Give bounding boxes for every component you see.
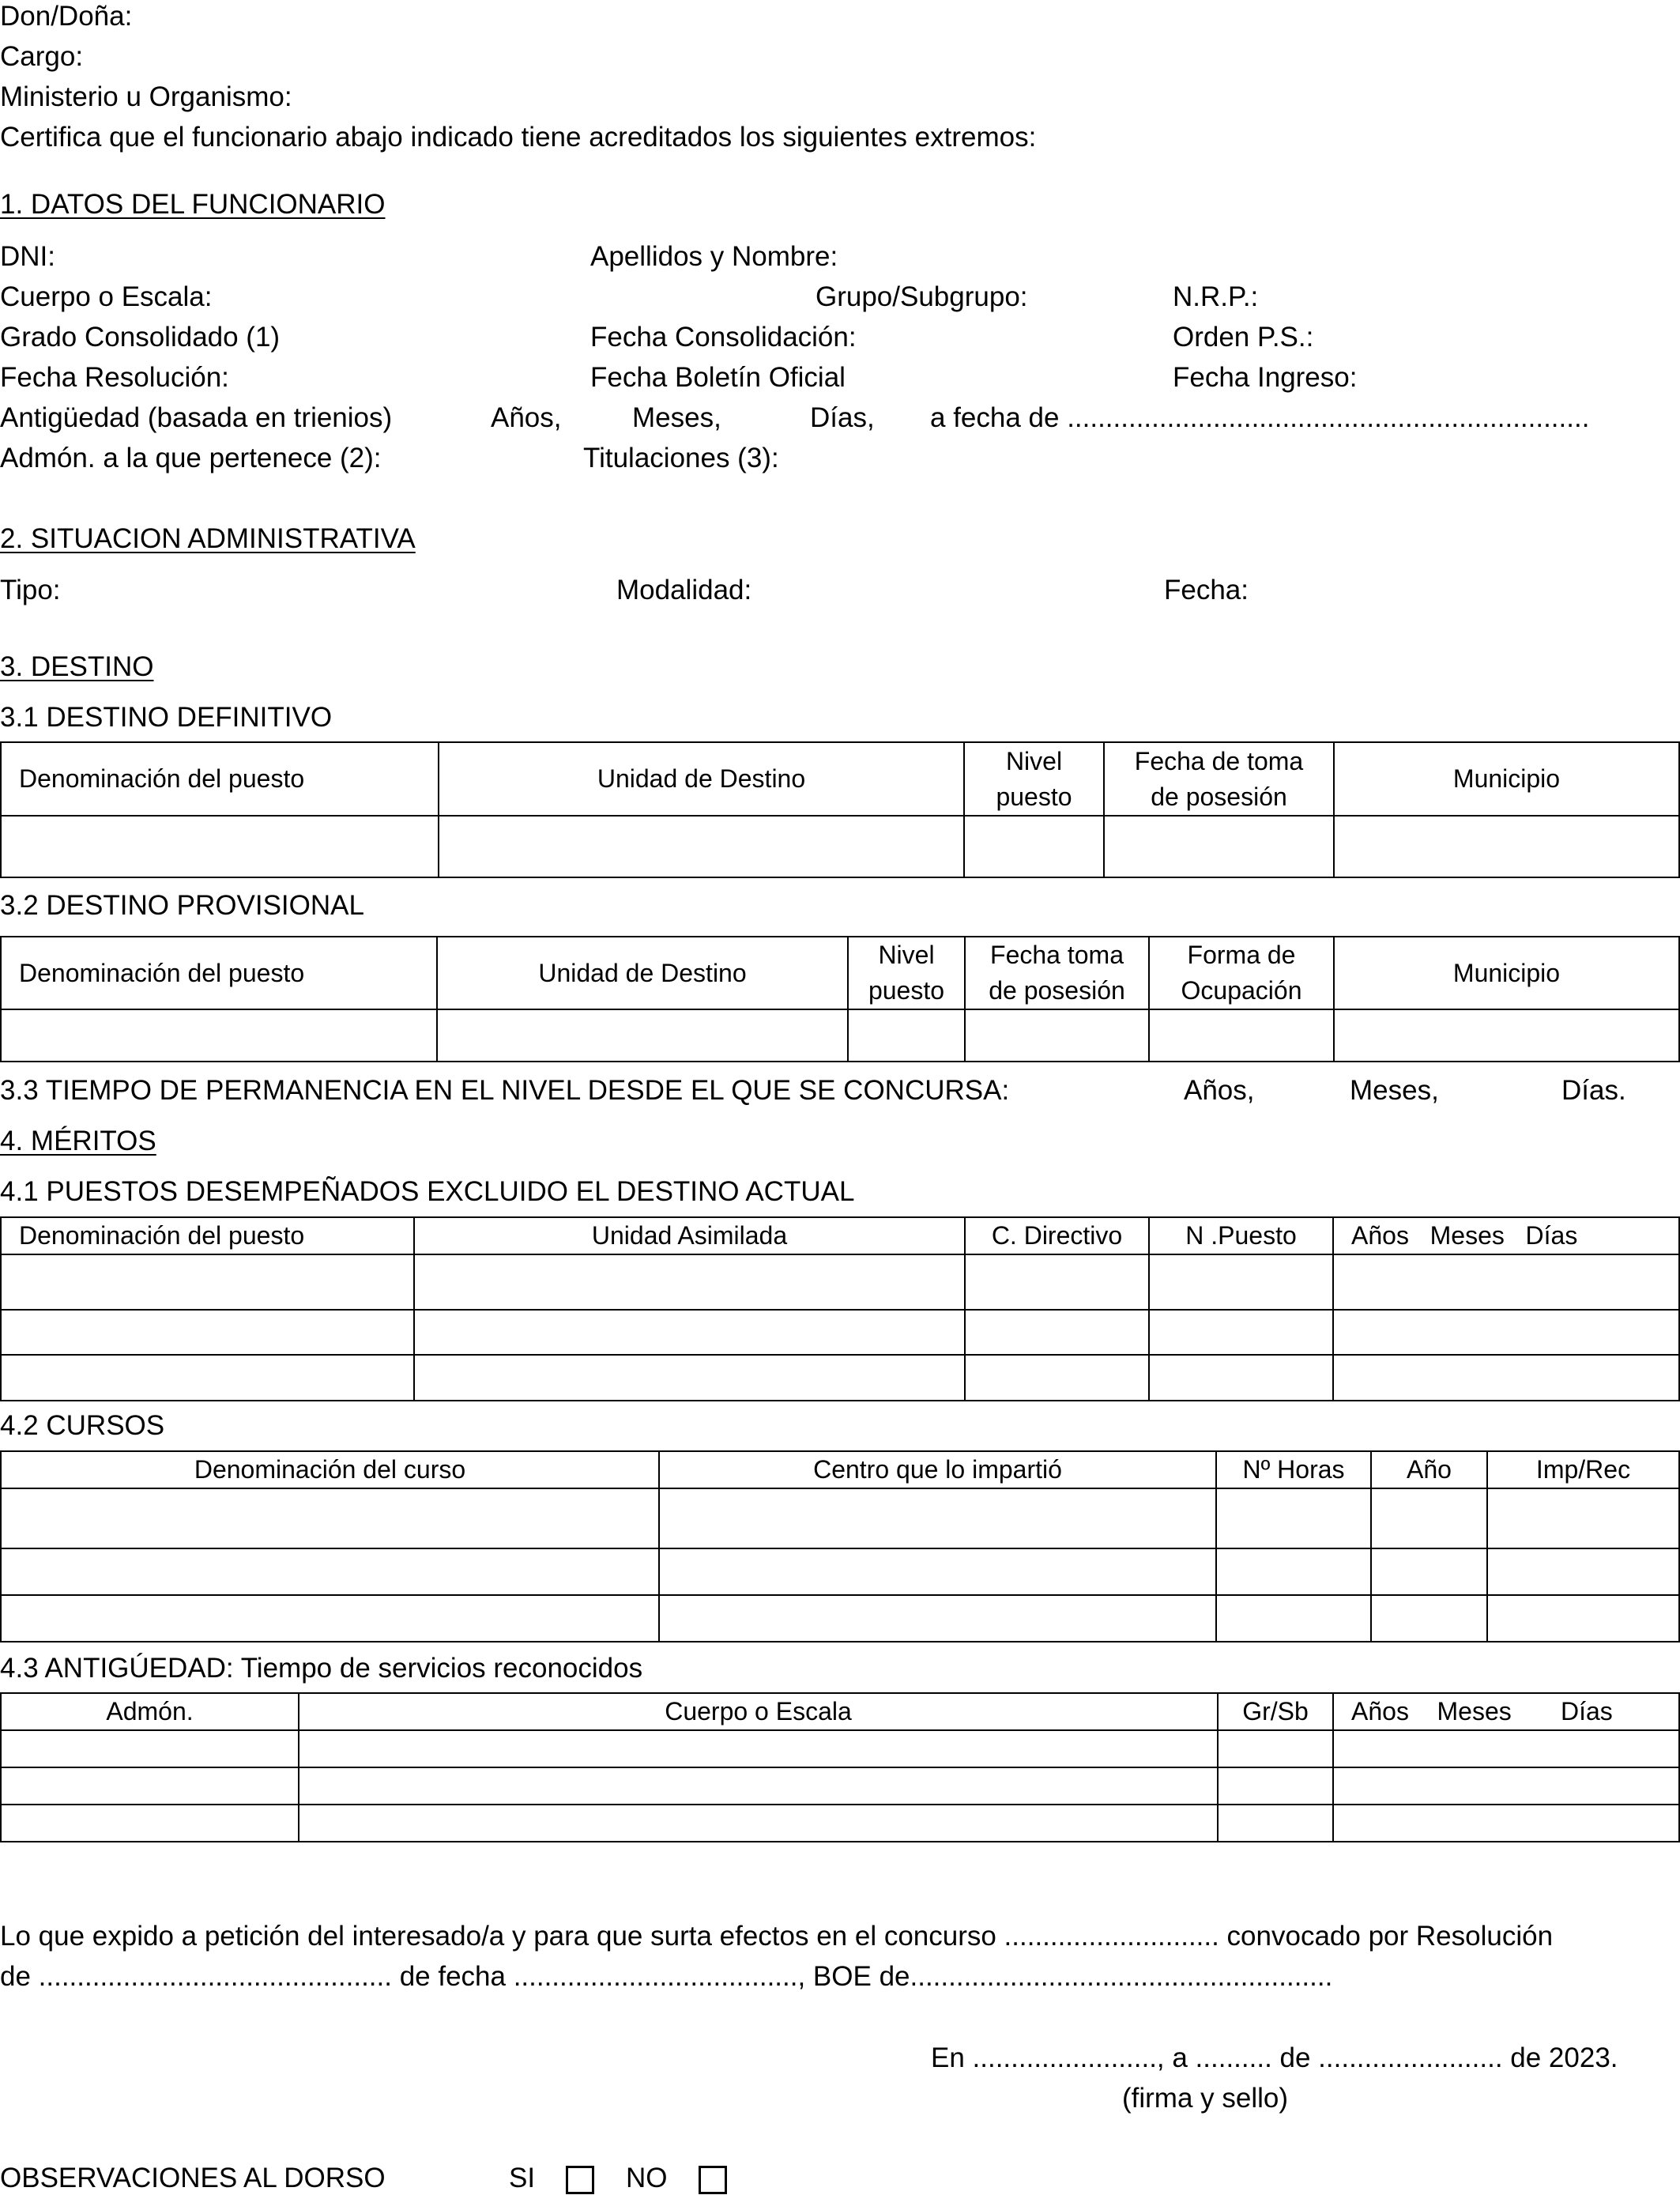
antiguedad-dias: Días,	[810, 402, 875, 433]
table-cell[interactable]	[1, 1805, 299, 1842]
orden-ps-label: Orden P.S.:	[1173, 322, 1314, 353]
table-row	[1, 1488, 1679, 1548]
table-cell[interactable]	[1, 1548, 659, 1595]
table-cell[interactable]	[1216, 1595, 1371, 1642]
col-imp-rec: Imp/Rec	[1487, 1451, 1679, 1488]
col-unidad-destino: Unidad de Destino	[437, 937, 848, 1009]
table-cell[interactable]	[1149, 1355, 1333, 1401]
table-cell[interactable]	[659, 1548, 1216, 1595]
cuerpo-label: Cuerpo o Escala:	[0, 281, 213, 312]
table-cell[interactable]	[1, 1009, 437, 1062]
table-cell[interactable]	[1, 1310, 414, 1355]
table-header-row	[1, 1451, 1679, 1488]
table-cell[interactable]	[1333, 1805, 1679, 1842]
table-row	[1, 1767, 1679, 1805]
col-forma-line2: Ocupación	[1181, 976, 1302, 1005]
col-forma-ocupacion	[1149, 937, 1334, 1009]
table-row	[1, 1355, 1679, 1401]
col-denominacion-curso: Denominación del curso	[1, 1451, 659, 1488]
table-cell[interactable]	[1, 1767, 299, 1805]
col-nivel-line2: puesto	[868, 976, 945, 1005]
expido-line-1: Lo que expido a petición del interesado/a y para que surta efectos en el concurso ............................ convocado por Resolución	[0, 1921, 1554, 1952]
antiguedad-anos: Años,	[491, 402, 562, 433]
table-row	[1, 1254, 1679, 1310]
table-cell[interactable]	[1, 1488, 659, 1548]
table-header-row	[1, 1693, 1679, 1730]
table-cell[interactable]	[299, 1730, 1218, 1767]
fecha-situacion-label: Fecha:	[1164, 575, 1249, 605]
col-fecha-toma	[965, 937, 1149, 1009]
table-cell[interactable]	[414, 1355, 965, 1401]
table-cell[interactable]	[964, 816, 1104, 877]
table-cell[interactable]	[1333, 1355, 1679, 1401]
permanencia-label: 3.3 TIEMPO DE PERMANENCIA EN EL NIVEL DESDE EL QUE SE CONCURSA:	[0, 1075, 1010, 1106]
destino-provisional-title: 3.2 DESTINO PROVISIONAL	[0, 890, 364, 921]
table-cell[interactable]	[1, 816, 439, 877]
no-label: NO	[626, 2163, 668, 2193]
fecha-boletin-label: Fecha Boletín Oficial	[590, 362, 846, 393]
col-denominacion: Denominación del puesto	[1, 937, 437, 1009]
table-row	[1, 1310, 1679, 1355]
col-fecha-toma	[1104, 742, 1334, 816]
table-cell[interactable]	[414, 1310, 965, 1355]
col-denominacion: Denominación del puesto	[1, 742, 439, 816]
grupo-label: Grupo/Subgrupo:	[816, 281, 1028, 312]
table-cell[interactable]	[1218, 1730, 1333, 1767]
certifica-text: Certifica que el funcionario abajo indicado tiene acreditados los siguientes extremos:	[0, 122, 1037, 153]
col-gr-sb: Gr/Sb	[1218, 1693, 1333, 1730]
table-row	[1, 1009, 1679, 1062]
table-row	[1, 1595, 1679, 1642]
col-horas: Nº Horas	[1216, 1451, 1371, 1488]
permanencia-meses: Meses,	[1350, 1075, 1439, 1106]
table-cell[interactable]	[1216, 1548, 1371, 1595]
antiguedad-label: Antigüedad (basada en trienios)	[0, 402, 393, 433]
dni-label: DNI:	[0, 241, 55, 272]
destino-definitivo-title: 3.1 DESTINO DEFINITIVO	[0, 702, 333, 733]
antiguedad-meses: Meses,	[632, 402, 721, 433]
col-meses: Meses	[1437, 1697, 1512, 1725]
col-fecha-line1: Fecha toma	[990, 941, 1124, 969]
section-3-title: 3. DESTINO	[0, 651, 154, 682]
col-nivel-line1: Nivel	[878, 941, 935, 969]
col-cuerpo-escala: Cuerpo o Escala	[299, 1693, 1218, 1730]
nrp-label: N.R.P.:	[1173, 281, 1259, 312]
table-cell[interactable]	[1371, 1548, 1487, 1595]
col-forma-line1: Forma de	[1187, 941, 1296, 969]
table-cell[interactable]	[659, 1488, 1216, 1548]
lugar-fecha: En ........................, a .......... de ........................ de 2023.	[931, 2042, 1618, 2073]
si-label: SI	[509, 2163, 536, 2193]
tipo-label: Tipo:	[0, 575, 61, 605]
table-cell[interactable]	[1216, 1488, 1371, 1548]
admon-label: Admón. a la que pertenece (2):	[0, 443, 382, 473]
col-anos-meses-dias	[1333, 1217, 1679, 1254]
fecha-ingreso-label: Fecha Ingreso:	[1173, 362, 1358, 393]
col-dias: Días	[1560, 1697, 1613, 1725]
observaciones-label: OBSERVACIONES AL DORSO	[0, 2163, 386, 2193]
table-cell[interactable]	[1371, 1488, 1487, 1548]
table-header-row	[1, 742, 1679, 816]
col-anos: Años	[1351, 1697, 1409, 1725]
col-nivel-line1: Nivel	[1005, 746, 1063, 775]
col-anos-meses-dias	[1333, 1693, 1679, 1730]
si-checkbox[interactable]	[566, 2166, 594, 2194]
table-cell[interactable]	[1218, 1805, 1333, 1842]
table-row	[1, 1805, 1679, 1842]
don-dona-label: Don/Doña:	[0, 1, 133, 32]
table-cell[interactable]	[965, 1355, 1149, 1401]
antiguedad-table	[0, 1692, 1680, 1842]
col-municipio: Municipio	[1334, 742, 1679, 816]
table-header-row	[1, 937, 1679, 1009]
col-fecha-line1: Fecha de toma	[1134, 746, 1304, 775]
destino-definitivo-table	[0, 741, 1680, 878]
table-cell[interactable]	[439, 816, 964, 877]
table-cell[interactable]	[1, 1730, 299, 1767]
table-cell[interactable]	[965, 1310, 1149, 1355]
table-cell[interactable]	[1333, 1767, 1679, 1805]
col-dias: Días	[1525, 1221, 1578, 1250]
grado-label: Grado Consolidado (1)	[0, 322, 281, 353]
table-cell[interactable]	[1, 1355, 414, 1401]
table-cell[interactable]	[1149, 1254, 1333, 1310]
table-cell[interactable]	[1333, 1254, 1679, 1310]
fecha-consolidacion-label: Fecha Consolidación:	[590, 322, 857, 353]
table-cell[interactable]	[1, 1595, 659, 1642]
table-row	[1, 1548, 1679, 1595]
col-fecha-line2: de posesión	[989, 976, 1125, 1005]
fecha-resolucion-label: Fecha Resolución:	[0, 362, 229, 393]
col-n-puesto: N .Puesto	[1149, 1217, 1333, 1254]
col-denominacion: Denominación del puesto	[1, 1217, 414, 1254]
cursos-table	[0, 1450, 1680, 1642]
cargo-label: Cargo:	[0, 41, 84, 72]
col-fecha-line2: de posesión	[1151, 782, 1287, 811]
table-cell[interactable]	[1333, 1730, 1679, 1767]
col-admon: Admón.	[1, 1693, 299, 1730]
ministerio-label: Ministerio u Organismo:	[0, 81, 292, 112]
puestos-title: 4.1 PUESTOS DESEMPEÑADOS EXCLUIDO EL DESTINO ACTUAL	[0, 1176, 855, 1207]
table-cell[interactable]	[848, 1009, 965, 1062]
permanencia-dias: Días.	[1561, 1075, 1626, 1106]
table-cell[interactable]	[1371, 1595, 1487, 1642]
col-ano: Año	[1371, 1451, 1487, 1488]
col-c-directivo: C. Directivo	[965, 1217, 1149, 1254]
table-cell[interactable]	[1487, 1548, 1679, 1595]
destino-provisional-table	[0, 936, 1680, 1062]
table-cell[interactable]	[1104, 816, 1334, 877]
table-cell[interactable]	[1149, 1009, 1334, 1062]
table-cell[interactable]	[299, 1767, 1218, 1805]
col-municipio: Municipio	[1334, 937, 1679, 1009]
table-cell[interactable]	[1334, 1009, 1679, 1062]
table-cell[interactable]	[437, 1009, 848, 1062]
col-unidad-asimilada: Unidad Asimilada	[414, 1217, 965, 1254]
puestos-table	[0, 1216, 1680, 1401]
table-cell[interactable]	[965, 1254, 1149, 1310]
apellidos-label: Apellidos y Nombre:	[590, 241, 838, 272]
permanencia-anos: Años,	[1184, 1075, 1255, 1106]
table-header-row	[1, 1217, 1679, 1254]
table-cell[interactable]	[1333, 1310, 1679, 1355]
section-1-title: 1. DATOS DEL FUNCIONARIO	[0, 189, 386, 220]
table-cell[interactable]	[1, 1254, 414, 1310]
table-cell[interactable]	[659, 1595, 1216, 1642]
titulaciones-label: Titulaciones (3):	[583, 443, 779, 473]
table-cell[interactable]	[965, 1009, 1149, 1062]
antiguedad-title: 4.3 ANTIGÚEDAD: Tiempo de servicios reconocidos	[0, 1653, 643, 1684]
antiguedad-a-fecha: a fecha de ....................................................................	[930, 402, 1590, 433]
table-row	[1, 1730, 1679, 1767]
col-unidad-destino: Unidad de Destino	[439, 742, 964, 816]
table-cell[interactable]	[1487, 1488, 1679, 1548]
table-cell[interactable]	[299, 1805, 1218, 1842]
table-cell[interactable]	[1334, 816, 1679, 877]
col-meses: Meses	[1430, 1221, 1505, 1250]
modalidad-label: Modalidad:	[616, 575, 752, 605]
cursos-title: 4.2 CURSOS	[0, 1410, 165, 1441]
table-row	[1, 816, 1679, 877]
col-centro: Centro que lo impartió	[659, 1451, 1216, 1488]
col-nivel-line2: puesto	[996, 782, 1072, 811]
col-anos: Años	[1351, 1221, 1409, 1250]
table-cell[interactable]	[414, 1254, 965, 1310]
no-checkbox[interactable]	[699, 2166, 727, 2194]
table-cell[interactable]	[1218, 1767, 1333, 1805]
section-2-title: 2. SITUACION ADMINISTRATIVA	[0, 523, 416, 554]
section-4-title: 4. MÉRITOS	[0, 1126, 156, 1156]
table-cell[interactable]	[1487, 1595, 1679, 1642]
expido-line-2: de .............................................. de fecha ....................................., BOE de.......................................................	[0, 1961, 1333, 1992]
col-nivel-puesto	[848, 937, 965, 1009]
table-cell[interactable]	[1149, 1310, 1333, 1355]
col-nivel-puesto	[964, 742, 1104, 816]
firma-sello: (firma y sello)	[1122, 2083, 1289, 2114]
